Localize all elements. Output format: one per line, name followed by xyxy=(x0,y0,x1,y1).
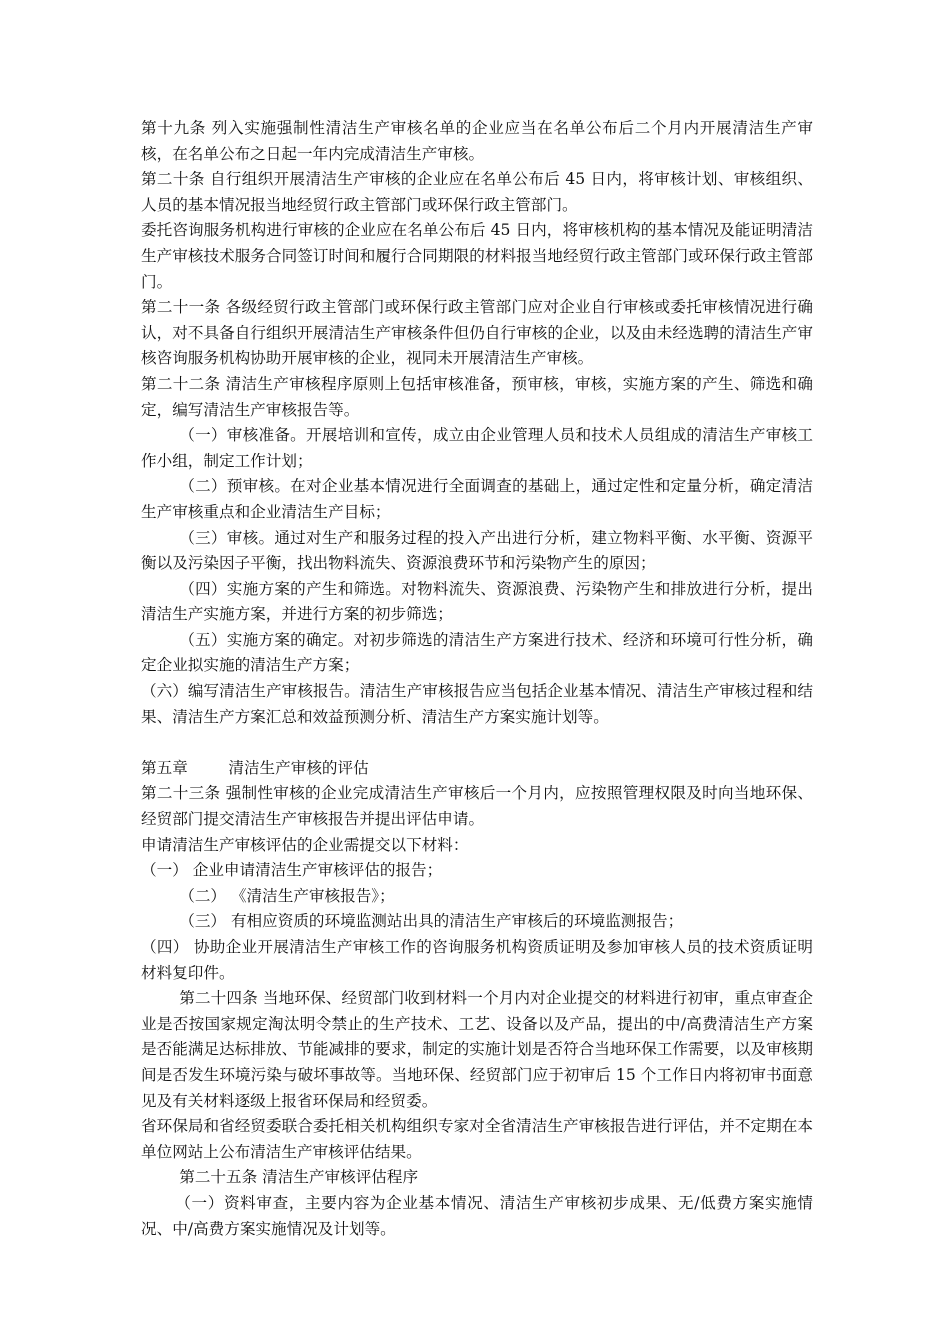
document-body xyxy=(141,116,813,1242)
article-22-item-5: （五）实施方案的确定。对初步筛选的清洁生产方案进行技术、经济和环境可行性分析，确定企业拟实施的清洁生产方案； xyxy=(141,630,813,675)
article-24-paragraph-2: 省环保局和省经贸委联合委托相关机构组织专家对全省清洁生产审核报告进行评估，并不定期在本单位网站上公布清洁生产审核评估结果。 xyxy=(141,1117,813,1161)
article-22-item-6: （六）编写清洁生产审核报告。清洁生产审核报告应当包括企业基本情况、清洁生产审核过程和结果、清洁生产方案汇总和效益预测分析、清洁生产方案实施计划等。 xyxy=(141,682,813,726)
article-23: 第二十三条 强制性审核的企业完成清洁生产审核后一个月内，应按照管理权限及时向当地环保、经贸部门提交清洁生产审核报告并提出评估申请。 xyxy=(141,784,813,829)
article-23-item-4: （四） 协助企业开展清洁生产审核工作的咨询服务机构资质证明及参加审核人员的技术资质证明材料复印件。 xyxy=(141,938,813,982)
article-23-item-1: （一） 企业申请清洁生产审核评估的报告； xyxy=(141,861,443,880)
chapter-heading xyxy=(141,756,813,782)
article-25: 第二十五条 清洁生产审核评估程序 xyxy=(179,1168,419,1187)
blank-line xyxy=(141,730,813,756)
article-23-intro: 申请清洁生产审核评估的企业需提交以下材料： xyxy=(141,835,469,854)
article-22-item-1: （一）审核准备。开展培训和宣传，成立由企业管理人员和技术人员组成的清洁生产审核工作小组，制定工作计划； xyxy=(141,426,813,470)
article-20: 第二十条 自行组织开展清洁生产审核的企业应在名单公布后 45 日内，将审核计划、审核组织、人员的基本情况报当地经贸行政主管部门或环保行政主管部门。 xyxy=(141,170,813,214)
article-25-item-1: （一）资料审查，主要内容为企业基本情况、清洁生产审核初步成果、无/低费方案实施情况、中/高费方案实施情况及计划等。 xyxy=(141,1193,813,1238)
article-20-paragraph-2: 委托咨询服务机构进行审核的企业应在名单公布后 45 日内，将审核机构的基本情况及能证明清洁生产审核技术服务合同签订时间和履行合同期限的材料报当地经贸行政主管部门或环保行政主管部门。 xyxy=(141,221,813,291)
article-22-item-2: （二）预审核。在对企业基本情况进行全面调查的基础上，通过定性和定量分析，确定清洁生产审核重点和企业清洁生产目标； xyxy=(141,477,813,521)
article-23-item-2: （二） 《清洁生产审核报告》； xyxy=(179,886,395,905)
article-22: 第二十二条 清洁生产审核程序原则上包括审核准备，预审核，审核，实施方案的产生、筛选和确定，编写清洁生产审核报告等。 xyxy=(141,374,813,419)
article-24: 第二十四条 当地环保、经贸部门收到材料一个月内对企业提交的材料进行初审，重点审查企业是否按国家规定淘汰明令禁止的生产技术、工艺、设备以及产品，提出的中/高费清洁生产方案是否能满足达标排放、节能减排的要求，制定的实施计划是否符合当地环保工作需要，以及审核期间是否发生环境污染与破坏事故等。当地环保、经贸部门应于初审后 15 个工作日内将初审书面意见及有关材料逐级上报省环保局和经贸委。 xyxy=(141,989,813,1110)
article-23-item-3: （三） 有相应资质的环境监测站出具的清洁生产审核后的环境监测报告； xyxy=(179,912,684,931)
chapter-title: 清洁生产审核的评估 xyxy=(228,758,369,777)
chapter-number: 第五章 xyxy=(141,758,188,777)
article-21: 第二十一条 各级经贸行政主管部门或环保行政主管部门应对企业自行审核或委托审核情况进行确认，对不具备自行组织开展清洁生产审核条件但仍自行审核的企业，以及由未经选聘的清洁生产审核咨询服务机构协助开展审核的企业，视同未开展清洁生产审核。 xyxy=(141,298,813,368)
article-19: 第十九条 列入实施强制性清洁生产审核名单的企业应当在名单公布后二个月内开展清洁生产审核，在名单公布之日起一年内完成清洁生产审核。 xyxy=(141,119,813,163)
article-22-item-3: （三）审核。通过对生产和服务过程的投入产出进行分析，建立物料平衡、水平衡、资源平衡以及污染因子平衡，找出物料流失、资源浪费环节和污染物产生的原因； xyxy=(141,528,813,573)
article-22-item-4: （四）实施方案的产生和筛选。对物料流失、资源浪费、污染物产生和排放进行分析，提出清洁生产实施方案，并进行方案的初步筛选； xyxy=(141,579,813,624)
